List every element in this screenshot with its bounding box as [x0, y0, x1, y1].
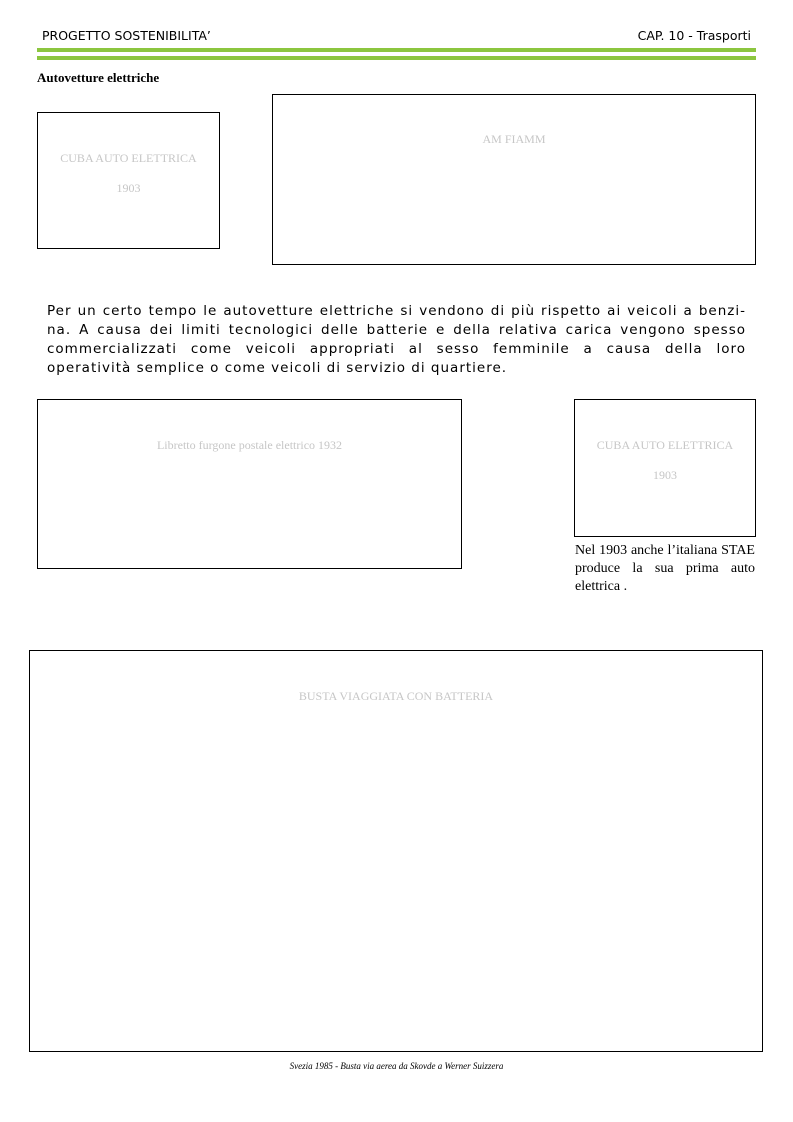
- header-divider-bottom: [37, 56, 756, 60]
- stae-caption: Nel 1903 anche l’italiana STAE produce la sua prima auto elettrica .: [575, 543, 755, 594]
- image-placeholder-label: AM FIAMM: [482, 132, 546, 146]
- image-am-fiamm: [272, 94, 756, 265]
- body-paragraph: Per un certo tempo le autovetture elettriche si vendono di più rispetto ai veicoli a benzi-na. A causa dei limiti tecnologici delle batterie e della relativa carica vengono spesso commercializzati come veicoli appropriati al sesso femminile a causa della loro operatività semplice o come veicoli di servizio di quartiere.: [47, 303, 746, 376]
- image-placeholder-year: 1903: [116, 181, 141, 195]
- section-title: Autovetture elettriche: [37, 70, 160, 85]
- image-placeholder-label: BUSTA VIAGGIATA CON BATTERIA: [298, 689, 494, 703]
- image-placeholder-label: Libretto furgone postale elettrico 1932: [156, 438, 343, 452]
- header-divider-top: [37, 48, 756, 52]
- image-placeholder-label: CUBA AUTO ELETTRICA: [596, 438, 734, 452]
- image-cuba-auto-elettrica: [37, 112, 220, 249]
- footer-caption: Svezia 1985 - Busta via aerea da Skovde a Werner Suizzera: [289, 1061, 504, 1071]
- image-busta-viaggiata: [29, 650, 763, 1052]
- header-chapter: CAP. 10 - Trasporti: [637, 28, 751, 43]
- image-libretto-furgone-postale: [37, 399, 462, 569]
- image-placeholder-label: CUBA AUTO ELETTRICA: [60, 151, 197, 165]
- image-placeholder-year: 1903: [653, 468, 677, 482]
- header-project-title: PROGETTO SOSTENIBILITA’: [42, 28, 211, 43]
- image-cuba-auto-elettrica-2: [574, 399, 756, 537]
